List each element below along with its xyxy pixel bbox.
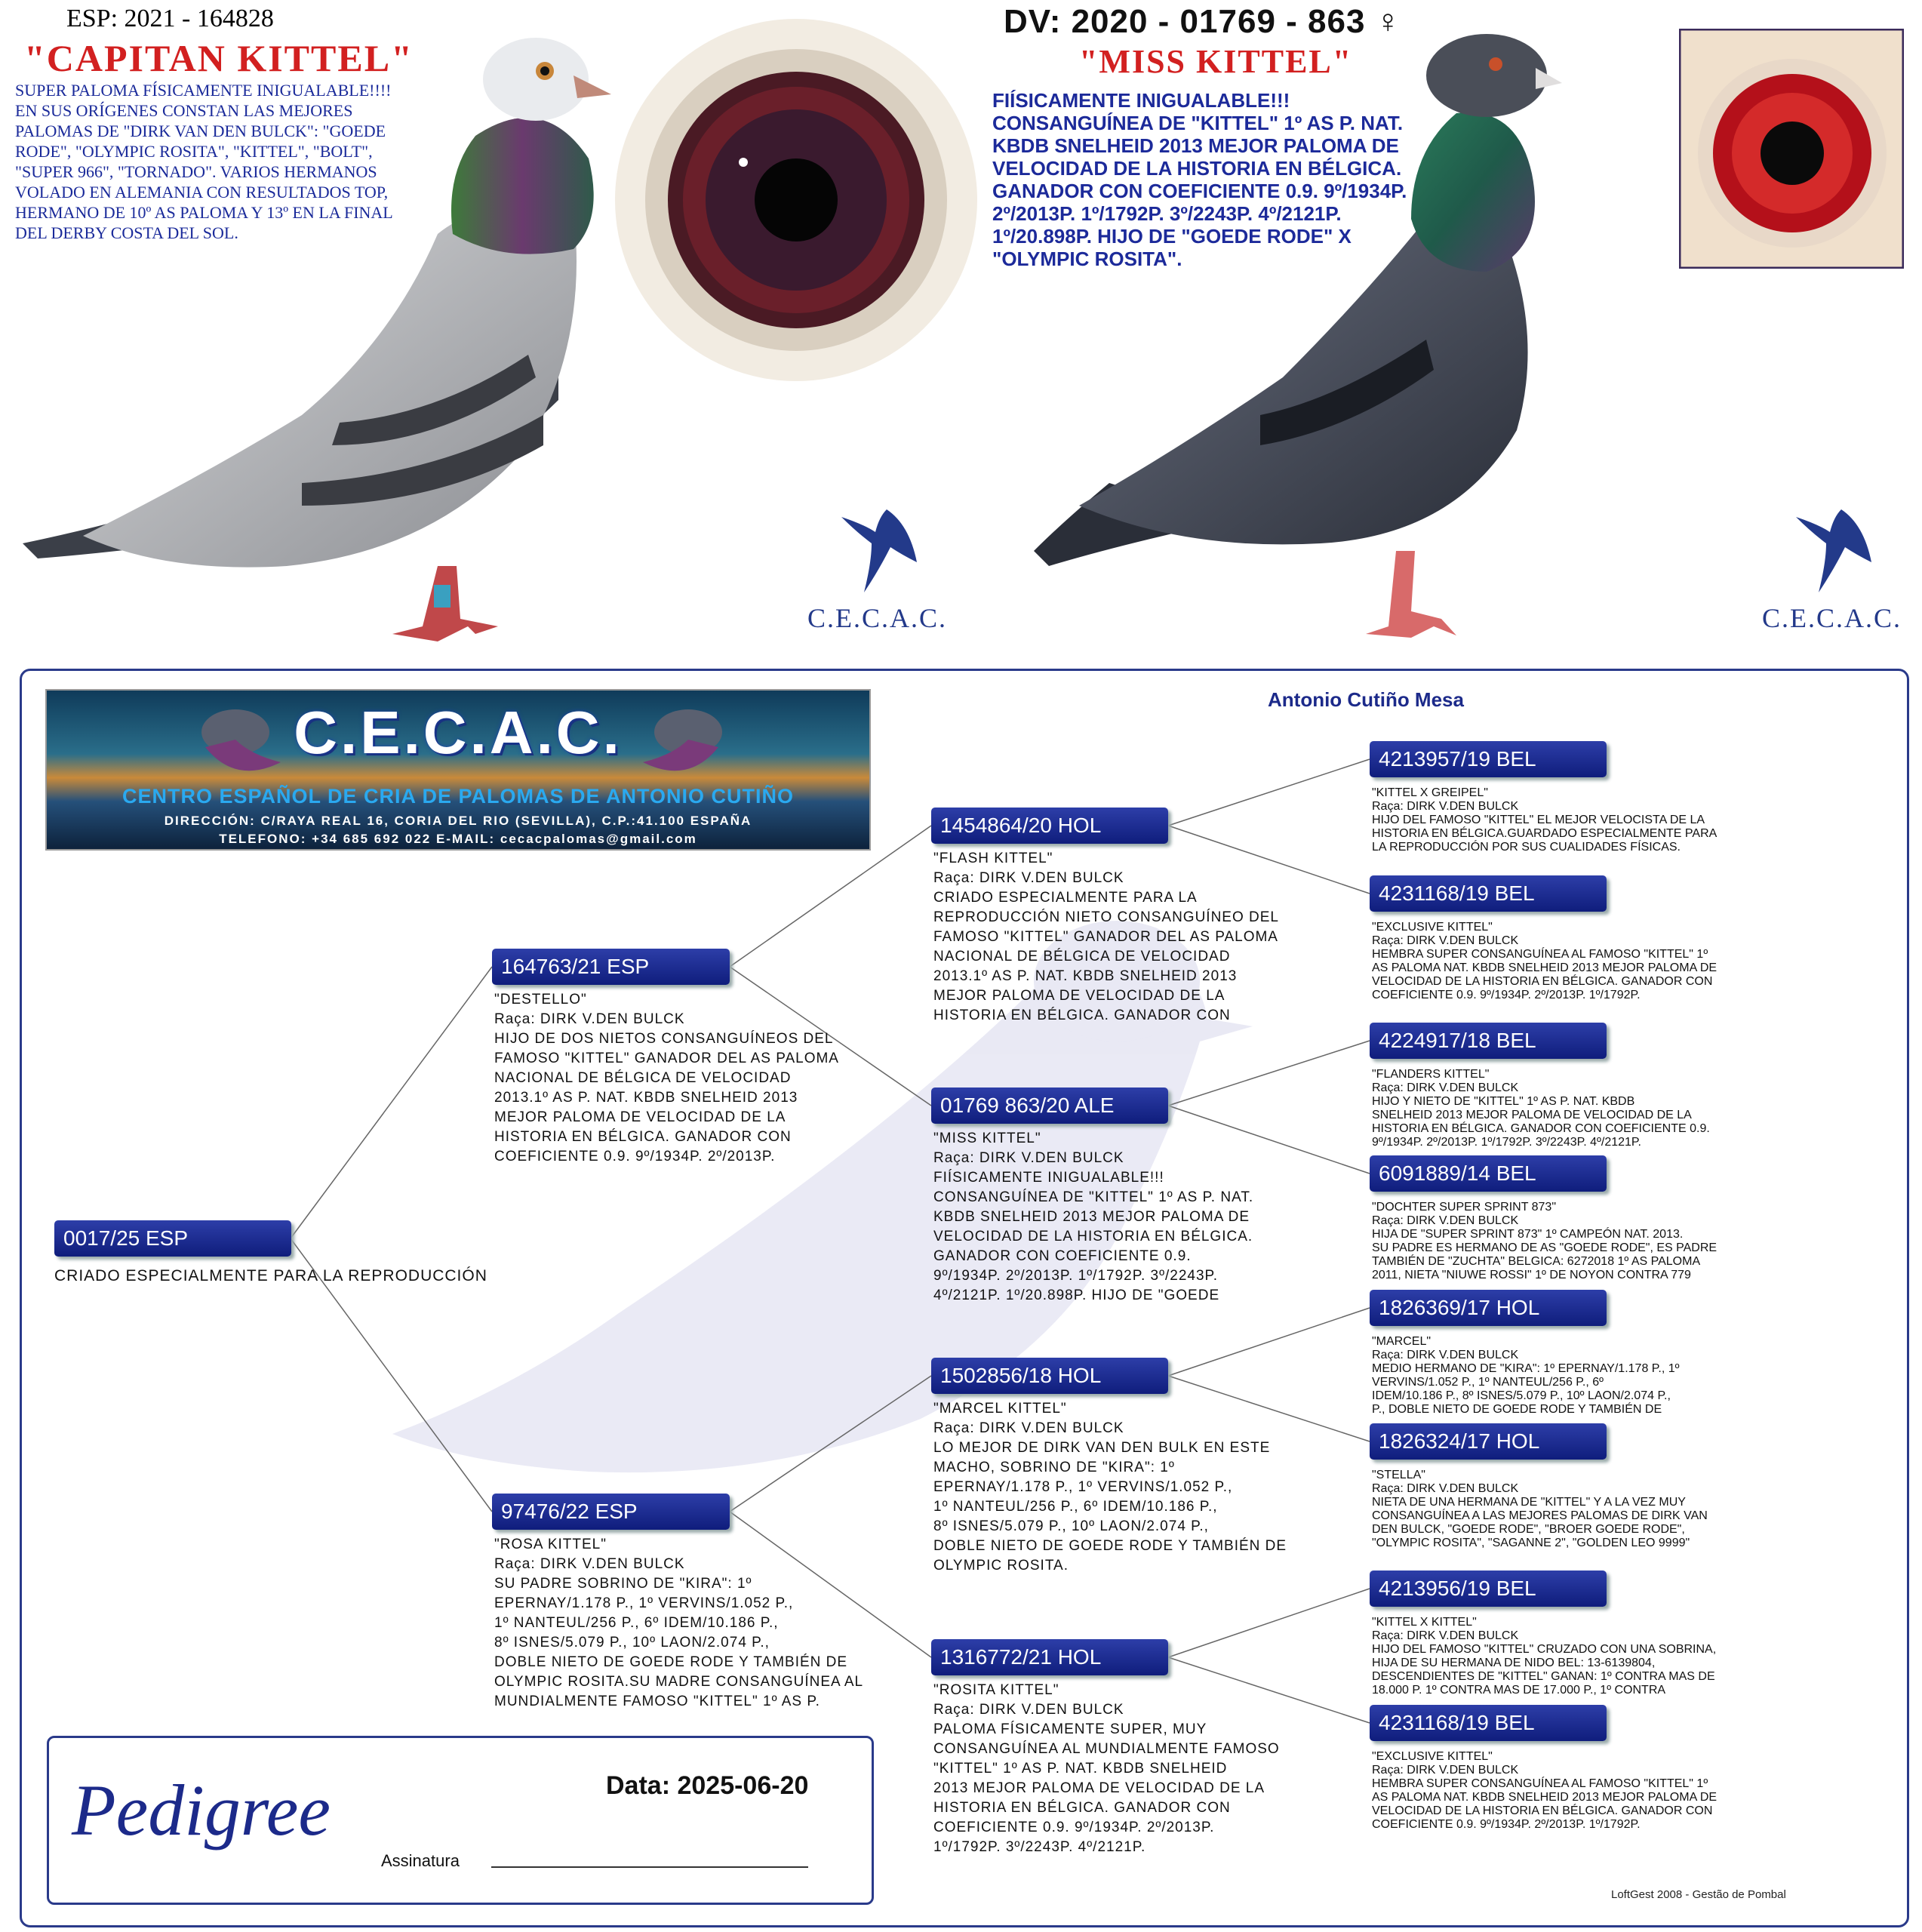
left-bird-ring: ESP: 2021 - 164828 [66, 5, 274, 32]
great-grandparent-ring[interactable]: 4231168/19 BEL [1370, 1705, 1607, 1741]
great-grandparent-description: "MARCEL" Raça: DIRK V.DEN BULCK MEDIO HERMANO DE "KIRA": 1º EPERNAY/1.178 P., 1º VERVINS/1.052 P., 1º NANTEUL/256 P., 6º IDEM/10.186 P., 8º ISNES/5.079 P., 10º LAON/2.074 P., P., DOBLE NIETO DE GOEDE RODE Y TAMBIÉN DE [1372, 1335, 1680, 1416]
right-bird-ring: DV: 2020 - 01769 - 863 ♀ [1004, 3, 1401, 40]
left-bird-name: "CAPITAN KITTEL" [24, 37, 414, 79]
great-grandparent-ring[interactable]: 4224917/18 BEL [1370, 1023, 1607, 1059]
great-grandparent-description: "DOCHTER SUPER SPRINT 873" Raça: DIRK V.DEN BULCK HIJA DE "SUPER SPRINT 873" 1º CAMPEÓN NAT. 2013. SU PADRE ES HERMANO DE AS "GOEDE RODE", ES PADRE TAMBIÉN DE "ZUCHTA" BELGICA: 6272018 1º AS PALOMA 2011, NIETA "NIUWE ROSSI" 1º DE NOYON CONTRA 779 [1372, 1201, 1717, 1281]
parent-dam-description: "ROSA KITTEL" Raça: DIRK V.DEN BULCK SU PADRE SOBRINO DE "KIRA": 1º EPERNAY/1.178 P., 1º VERVINS/1.052 P., 1º NANTEUL/256 P., 6º IDEM/10.186 P., 8º ISNES/5.079 P., 10º LAON/2.074 P., DOBLE NIETO DE GOEDE RODE Y TAMBIÉN DE OLYMPIC ROSITA.SU MADRE CONSANGUÍNEA AL MUNDIALMENTE FAMOSO "KITTEL" 1º AS P. [494, 1537, 864, 1709]
parent-sire-ring[interactable]: 164763/21 ESP [492, 949, 730, 985]
pedigree-signature-box [47, 1736, 874, 1905]
great-grandparent-ring[interactable]: 4231168/19 BEL [1370, 875, 1607, 912]
great-grandparent-ring[interactable]: 4213957/19 BEL [1370, 741, 1607, 777]
banner-phone: TELEFONO: +34 685 692 022 E-MAIL: cecacpalomas@gmail.com [219, 832, 697, 846]
parent-dam-ring[interactable]: 97476/22 ESP [492, 1494, 730, 1530]
great-grandparent-description: "EXCLUSIVE KITTEL" Raça: DIRK V.DEN BULCK HEMBRA SUPER CONSANGUÍNEA AL FAMOSO "KITTEL" 1º AS PALOMA NAT. KBDB SNELHEID 2013 MEJOR PALOMA DE VELOCIDAD DE LA HISTORIA EN BÉLGICA. GANADOR CON COEFICIENTE 0.9. 9º/1934P. 2º/2013P. 1º/1792P. [1372, 1750, 1717, 1831]
grandparent-ring[interactable]: 1316772/21 HOL [931, 1639, 1168, 1675]
grandparent-ring[interactable]: 01769 863/20 ALE [931, 1088, 1168, 1124]
pedigree-date: Data: 2025-06-20 [606, 1771, 809, 1800]
banner-address: DIRECCIÓN: C/RAYA REAL 16, CORIA DEL RIO (SEVILLA), C.P.:41.100 ESPAÑA [164, 814, 752, 828]
subject-ring[interactable]: 0017/25 ESP [54, 1220, 291, 1257]
grandparent-description: "ROSITA KITTEL" Raça: DIRK V.DEN BULCK PALOMA FÍSICAMENTE SUPER, MUY CONSANGUÍNEA AL MUNDIALMENTE FAMOSO "KITTEL" 1º AS P. NAT. KBDB SNELHEID 2013 MEJOR PALOMA DE VELOCIDAD DE LA HISTORIA EN BÉLGICA. GANADOR CON COEFICIENTE 0.9. 9º/1934P. 2º/2013P. 1º/1792P. 3º/2243P. 4º/2121P. [933, 1682, 1280, 1855]
banner-title: C.E.C.A.C. [294, 699, 623, 766]
grandparent-ring[interactable]: 1502856/18 HOL [931, 1358, 1168, 1394]
great-grandparent-ring[interactable]: 1826324/17 HOL [1370, 1423, 1607, 1460]
right-bird-description: FIÍSICAMENTE INIGUALABLE!!! CONSANGUÍNEA DE "KITTEL" 1º AS P. NAT. KBDB SNELHEID 2013 MEJOR PALOMA DE VELOCIDAD DE LA HISTORIA EN BÉLGICA. GANADOR CON COEFICIENTE 0.9. 9º/1934P. 2º/2013P. 1º/1792P. 3º/2243P. 4º/2121P. 1º/20.898P. HIJO DE "GOEDE RODE" X "OLYMPIC ROSITA". [992, 89, 1407, 270]
cecac-logo-text-left: C.E.C.A.C. [807, 603, 948, 633]
grandparent-ring[interactable]: 1454864/20 HOL [931, 808, 1168, 844]
right-bird-name: "MISS KITTEL" [1079, 43, 1353, 80]
banner-subtitle: CENTRO ESPAÑOL DE CRIA DE PALOMAS DE ANTONIO CUTIÑO [121, 785, 795, 808]
cecac-logo-text-right: C.E.C.A.C. [1762, 603, 1902, 633]
great-grandparent-description: "KITTEL X GREIPEL" Raça: DIRK V.DEN BULCK HIJO DEL FAMOSO "KITTEL" EL MEJOR VELOCISTA DE LA HISTORIA EN BÉLGICA.GUARDADO ESPECIALMENTE PARA LA REPRODUCCIÓN POR SUS CUALIDADES FÍSICAS. [1372, 786, 1717, 854]
signature-label: Assinatura [381, 1851, 460, 1870]
signature-line[interactable] [491, 1866, 808, 1868]
grandparent-description: "MARCEL KITTEL" Raça: DIRK V.DEN BULCK LO MEJOR DE DIRK VAN DEN BULK EN ESTE MACHO, SOBRINO DE "KIRA": 1º EPERNAY/1.178 P., 1º VERVINS/1.052 P., 1º NANTEUL/256 P., 6º IDEM/10.186 P., 8º ISNES/5.079 P., 10º LAON/2.074 P., DOBLE NIETO DE GOEDE RODE Y TAMBIÉN DE OLYMPIC ROSITA. [933, 1401, 1287, 1574]
grandparent-description: "MISS KITTEL" Raça: DIRK V.DEN BULCK FIÍSICAMENTE INIGUALABLE!!! CONSANGUÍNEA DE "KITTEL" 1º AS P. NAT. KBDB SNELHEID 2013 MEJOR PALOMA DE VELOCIDAD DE LA HISTORIA EN BÉLGICA. GANADOR CON COEFICIENTE 0.9. 9º/1934P. 2º/2013P. 1º/1792P. 3º/2243P. 4º/2121P. 1º/20.898P. HIJO DE "GOEDE [933, 1131, 1254, 1303]
owner-name: Antonio Cutiño Mesa [1268, 688, 1464, 711]
pedigree-wordmark: Pedigree [72, 1770, 331, 1850]
great-grandparent-ring[interactable]: 1826369/17 HOL [1370, 1290, 1607, 1326]
great-grandparent-description: "KITTEL X KITTEL" Raça: DIRK V.DEN BULCK HIJO DEL FAMOSO "KITTEL" CRUZADO CON UNA SOBRINA, HIJA DE SU HERMANA DE NIDO BEL: 13-6139804, DESCENDIENTES DE "KITTEL" GANAN: 1º CONTRA MAS DE 18.000 P. 1º CONTRA MAS DE 17.000 P., 1º CONTRA [1372, 1616, 1717, 1697]
parent-sire-description: "DESTELLO" Raça: DIRK V.DEN BULCK HIJO DE DOS NIETOS CONSANGUÍNEOS DEL FAMOSO "KITTEL" GANADOR DEL AS PALOMA NACIONAL DE BÉLGICA DE VELOCIDAD 2013.1º AS P. NAT. KBDB SNELHEID 2013 MEJOR PALOMA DE VELOCIDAD DE LA HISTORIA EN BÉLGICA. GANADOR CON COEFICIENTE 0.9. 9º/1934P. 2º/2013P. [494, 992, 839, 1164]
great-grandparent-description: "FLANDERS KITTEL" Raça: DIRK V.DEN BULCK HIJO Y NIETO DE "KITTEL" 1º AS P. NAT. KBDB SNELHEID 2013 MEJOR PALOMA DE VELOCIDAD DE LA HISTORIA EN BÉLGICA. GANADOR CON COEFICIENTE 0.9. 9º/1934P. 2º/2013P. 1º/1792P. 3º/2243P. 4º/2121P. [1372, 1068, 1710, 1149]
software-credit: LoftGest 2008 - Gestão de Pombal [1611, 1888, 1786, 1901]
subject-description: CRIADO ESPECIALMENTE PARA LA REPRODUCCIÓN [54, 1267, 487, 1284]
great-grandparent-ring[interactable]: 4213956/19 BEL [1370, 1571, 1607, 1607]
grandparent-description: "FLASH KITTEL" Raça: DIRK V.DEN BULCK CRIADO ESPECIALMENTE PARA LA REPRODUCCIÓN NIETO CONSANGUÍNEO DEL FAMOSO "KITTEL" GANADOR DEL AS PALOMA NACIONAL DE BÉLGICA DE VELOCIDAD 2013.1º AS P. NAT. KBDB SNELHEID 2013 MEJOR PALOMA DE VELOCIDAD DE LA HISTORIA EN BÉLGICA. GANADOR CON [933, 851, 1279, 1023]
left-bird-description: SUPER PALOMA FÍSICAMENTE INIGUALABLE!!!! EN SUS ORÍGENES CONSTAN LAS MEJORES PALOMAS DE "DIRK VAN DEN BULCK": "GOEDE RODE", "OLYMPIC ROSITA", "KITTEL", "BOLT", "SUPER 966", "TORNADO". VARIOS HERMANOS VOLADO EN ALEMANIA CON RESULTADOS TOP, HERMANO DE 10º AS PALOMA Y 13º EN LA FINAL DEL DERBY COSTA DEL SOL. [15, 81, 392, 242]
great-grandparent-description: "STELLA" Raça: DIRK V.DEN BULCK NIETA DE UNA HERMANA DE "KITTEL" Y A LA VEZ MUY CONSANGUÍNEA A LAS MEJORES PALOMAS DE DIRK VAN DEN BULCK, "GOEDE RODE", "BROER GOEDE RODE", "OLYMPIC ROSITA", "SAGANNE 2", "GOLDEN LEO 9999" [1372, 1469, 1708, 1549]
great-grandparent-description: "EXCLUSIVE KITTEL" Raça: DIRK V.DEN BULCK HEMBRA SUPER CONSANGUÍNEA AL FAMOSO "KITTEL" 1º AS PALOMA NAT. KBDB SNELHEID 2013 MEJOR PALOMA DE VELOCIDAD DE LA HISTORIA EN BÉLGICA. GANADOR CON COEFICIENTE 0.9. 9º/1934P. 2º/2013P. 1º/1792P. [1372, 921, 1717, 1001]
great-grandparent-ring[interactable]: 6091889/14 BEL [1370, 1155, 1607, 1192]
